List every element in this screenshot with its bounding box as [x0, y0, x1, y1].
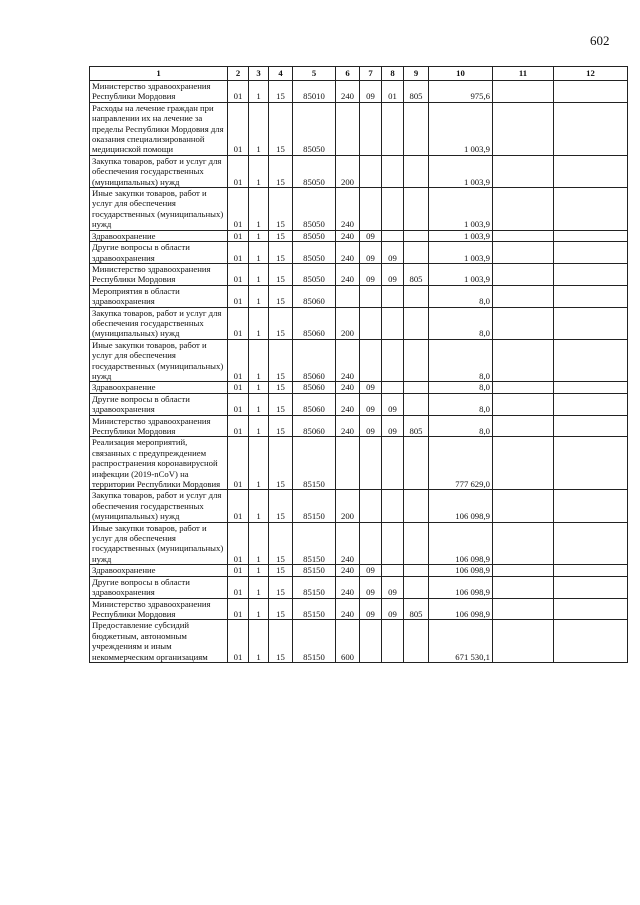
row-name-cell: Другие вопросы в области здравоохранения [90, 576, 228, 598]
code-cell: 15 [269, 437, 293, 490]
row-name-cell: Министерство здравоохранения Республики Мордовия [90, 263, 228, 285]
code-cell: 1 [249, 230, 269, 241]
amount-cell: 671 530,1 [429, 620, 493, 663]
amount-cell: 1 003,9 [429, 263, 493, 285]
code-cell: 09 [360, 598, 382, 620]
code-cell [360, 155, 382, 187]
amount-cell: 1 003,9 [429, 188, 493, 231]
code-cell [404, 382, 429, 393]
amount-cell: 106 098,9 [429, 522, 493, 565]
table-row [90, 437, 628, 490]
code-cell: 01 [228, 522, 249, 565]
empty-cell [493, 188, 554, 231]
code-cell: 85050 [293, 230, 336, 241]
empty-cell [554, 620, 628, 663]
code-cell: 01 [228, 490, 249, 522]
row-name-cell: Другие вопросы в области здравоохранения [90, 242, 228, 264]
amount-cell: 8,0 [429, 307, 493, 339]
empty-cell [554, 242, 628, 264]
code-cell [360, 620, 382, 663]
code-cell: 85150 [293, 522, 336, 565]
code-cell: 805 [404, 598, 429, 620]
table-row [90, 307, 628, 339]
code-cell: 15 [269, 490, 293, 522]
table-row [90, 339, 628, 382]
row-name-cell: Другие вопросы в области здравоохранения [90, 393, 228, 415]
empty-cell [493, 522, 554, 565]
code-cell [360, 188, 382, 231]
code-cell: 09 [360, 382, 382, 393]
code-cell: 240 [336, 393, 360, 415]
empty-cell [554, 307, 628, 339]
code-cell [382, 230, 404, 241]
code-cell: 01 [228, 285, 249, 307]
table-row [90, 285, 628, 307]
empty-cell [554, 522, 628, 565]
code-cell: 01 [382, 81, 404, 103]
code-cell: 85050 [293, 263, 336, 285]
amount-cell: 8,0 [429, 382, 493, 393]
code-cell: 01 [228, 81, 249, 103]
code-cell: 1 [249, 598, 269, 620]
code-cell: 600 [336, 620, 360, 663]
empty-cell [554, 382, 628, 393]
code-cell: 09 [382, 598, 404, 620]
code-cell [404, 102, 429, 155]
code-cell [404, 242, 429, 264]
empty-cell [493, 155, 554, 187]
code-cell [382, 437, 404, 490]
code-cell [382, 285, 404, 307]
amount-cell: 975,6 [429, 81, 493, 103]
code-cell [382, 188, 404, 231]
table-row [90, 242, 628, 264]
code-cell: 1 [249, 490, 269, 522]
row-name-cell: Закупка товаров, работ и услуг для обеспечения государственных (муниципальных) нужд [90, 155, 228, 187]
column-header: 12 [554, 67, 628, 81]
code-cell [360, 285, 382, 307]
code-cell [404, 576, 429, 598]
code-cell: 1 [249, 263, 269, 285]
empty-cell [554, 415, 628, 437]
table-row [90, 415, 628, 437]
row-name-cell: Расходы на лечение граждан при направлении их на лечение за пределы Республики Мордовия для оказания специализированной медицинской помощи [90, 102, 228, 155]
code-cell: 240 [336, 188, 360, 231]
code-cell: 09 [360, 242, 382, 264]
code-cell [404, 522, 429, 565]
code-cell: 1 [249, 382, 269, 393]
code-cell [360, 490, 382, 522]
code-cell [404, 437, 429, 490]
empty-cell [554, 81, 628, 103]
code-cell: 09 [382, 415, 404, 437]
empty-cell [554, 230, 628, 241]
code-cell: 15 [269, 393, 293, 415]
code-cell: 85050 [293, 102, 336, 155]
table-row [90, 490, 628, 522]
table-row [90, 522, 628, 565]
table-row [90, 188, 628, 231]
empty-cell [493, 415, 554, 437]
code-cell: 1 [249, 188, 269, 231]
code-cell: 15 [269, 242, 293, 264]
code-cell: 85060 [293, 393, 336, 415]
empty-cell [493, 339, 554, 382]
code-cell: 01 [228, 382, 249, 393]
code-cell: 1 [249, 437, 269, 490]
column-header: 9 [404, 67, 429, 81]
amount-cell: 1 003,9 [429, 230, 493, 241]
column-header: 8 [382, 67, 404, 81]
code-cell: 85060 [293, 339, 336, 382]
empty-cell [554, 155, 628, 187]
code-cell: 09 [382, 242, 404, 264]
code-cell: 240 [336, 81, 360, 103]
code-cell: 01 [228, 437, 249, 490]
code-cell: 240 [336, 263, 360, 285]
row-name-cell: Министерство здравоохранения Республики Мордовия [90, 598, 228, 620]
code-cell: 1 [249, 285, 269, 307]
code-cell [382, 155, 404, 187]
code-cell: 240 [336, 598, 360, 620]
code-cell: 01 [228, 393, 249, 415]
amount-cell: 106 098,9 [429, 576, 493, 598]
code-cell: 15 [269, 230, 293, 241]
code-cell [404, 188, 429, 231]
empty-cell [554, 598, 628, 620]
code-cell [404, 393, 429, 415]
code-cell [404, 620, 429, 663]
empty-cell [493, 437, 554, 490]
amount-cell: 8,0 [429, 339, 493, 382]
code-cell: 240 [336, 565, 360, 576]
table-row [90, 155, 628, 187]
code-cell: 85150 [293, 576, 336, 598]
code-cell: 805 [404, 81, 429, 103]
column-header: 2 [228, 67, 249, 81]
code-cell: 15 [269, 339, 293, 382]
code-cell: 15 [269, 155, 293, 187]
table-row [90, 382, 628, 393]
empty-cell [493, 598, 554, 620]
code-cell [360, 437, 382, 490]
empty-cell [493, 102, 554, 155]
column-header: 4 [269, 67, 293, 81]
code-cell: 09 [360, 415, 382, 437]
code-cell: 1 [249, 102, 269, 155]
code-cell [382, 102, 404, 155]
code-cell [336, 102, 360, 155]
code-cell [404, 490, 429, 522]
code-cell [382, 522, 404, 565]
code-cell: 15 [269, 307, 293, 339]
amount-cell: 106 098,9 [429, 598, 493, 620]
code-cell [404, 565, 429, 576]
code-cell: 240 [336, 382, 360, 393]
code-cell: 1 [249, 565, 269, 576]
code-cell: 01 [228, 263, 249, 285]
row-name-cell: Иные закупки товаров, работ и услуг для обеспечения государственных (муниципальных) нужд [90, 522, 228, 565]
code-cell: 09 [382, 263, 404, 285]
row-name-cell: Здравоохранение [90, 382, 228, 393]
code-cell: 240 [336, 339, 360, 382]
code-cell: 240 [336, 242, 360, 264]
empty-cell [493, 393, 554, 415]
empty-cell [493, 263, 554, 285]
code-cell: 15 [269, 565, 293, 576]
code-cell [404, 230, 429, 241]
code-cell: 85050 [293, 188, 336, 231]
code-cell: 15 [269, 598, 293, 620]
code-cell: 09 [360, 576, 382, 598]
code-cell: 85150 [293, 620, 336, 663]
column-header: 6 [336, 67, 360, 81]
code-cell: 01 [228, 565, 249, 576]
amount-cell: 777 629,0 [429, 437, 493, 490]
code-cell [360, 102, 382, 155]
code-cell [382, 339, 404, 382]
code-cell [404, 285, 429, 307]
table-row [90, 620, 628, 663]
empty-cell [554, 393, 628, 415]
column-header: 11 [493, 67, 554, 81]
row-name-cell: Закупка товаров, работ и услуг для обеспечения государственных (муниципальных) нужд [90, 307, 228, 339]
empty-cell [554, 102, 628, 155]
code-cell [382, 565, 404, 576]
row-name-cell: Иные закупки товаров, работ и услуг для обеспечения государственных (муниципальных) нужд [90, 188, 228, 231]
empty-cell [554, 339, 628, 382]
budget-table [89, 66, 628, 663]
amount-cell: 1 003,9 [429, 155, 493, 187]
code-cell: 85060 [293, 415, 336, 437]
column-header: 5 [293, 67, 336, 81]
code-cell [404, 307, 429, 339]
code-cell: 15 [269, 285, 293, 307]
code-cell: 85060 [293, 307, 336, 339]
empty-cell [554, 285, 628, 307]
table-row [90, 102, 628, 155]
empty-cell [554, 263, 628, 285]
code-cell: 85060 [293, 285, 336, 307]
code-cell: 85060 [293, 382, 336, 393]
code-cell: 01 [228, 230, 249, 241]
code-cell: 1 [249, 415, 269, 437]
empty-cell [493, 576, 554, 598]
code-cell: 15 [269, 81, 293, 103]
code-cell: 85010 [293, 81, 336, 103]
empty-cell [554, 437, 628, 490]
code-cell: 1 [249, 307, 269, 339]
code-cell: 240 [336, 230, 360, 241]
code-cell: 09 [360, 81, 382, 103]
code-cell [404, 339, 429, 382]
row-name-cell: Здравоохранение [90, 565, 228, 576]
table-row [90, 81, 628, 103]
code-cell: 1 [249, 393, 269, 415]
code-cell: 01 [228, 339, 249, 382]
code-cell [336, 437, 360, 490]
row-name-cell: Закупка товаров, работ и услуг для обеспечения государственных (муниципальных) нужд [90, 490, 228, 522]
code-cell: 01 [228, 102, 249, 155]
empty-cell [554, 565, 628, 576]
empty-cell [493, 230, 554, 241]
empty-cell [554, 490, 628, 522]
table-row [90, 598, 628, 620]
code-cell: 15 [269, 102, 293, 155]
amount-cell: 1 003,9 [429, 102, 493, 155]
code-cell: 09 [382, 576, 404, 598]
column-header: 7 [360, 67, 382, 81]
code-cell: 09 [360, 263, 382, 285]
code-cell: 01 [228, 415, 249, 437]
column-header: 10 [429, 67, 493, 81]
table-row [90, 393, 628, 415]
amount-cell: 106 098,9 [429, 490, 493, 522]
code-cell: 85150 [293, 437, 336, 490]
code-cell [360, 522, 382, 565]
code-cell: 1 [249, 155, 269, 187]
code-cell: 01 [228, 155, 249, 187]
table-header-row [90, 67, 628, 81]
code-cell: 805 [404, 415, 429, 437]
code-cell: 85050 [293, 155, 336, 187]
code-cell: 200 [336, 155, 360, 187]
table-body [90, 81, 628, 663]
code-cell: 200 [336, 490, 360, 522]
empty-cell [493, 81, 554, 103]
code-cell: 09 [382, 393, 404, 415]
code-cell: 15 [269, 576, 293, 598]
code-cell [360, 307, 382, 339]
code-cell [336, 285, 360, 307]
code-cell [382, 490, 404, 522]
empty-cell [493, 382, 554, 393]
column-header: 1 [90, 67, 228, 81]
empty-cell [493, 285, 554, 307]
code-cell: 1 [249, 81, 269, 103]
code-cell: 15 [269, 522, 293, 565]
table-row [90, 565, 628, 576]
code-cell: 1 [249, 339, 269, 382]
code-cell: 15 [269, 382, 293, 393]
code-cell: 09 [360, 230, 382, 241]
code-cell: 01 [228, 188, 249, 231]
code-cell: 01 [228, 620, 249, 663]
code-cell: 240 [336, 522, 360, 565]
amount-cell: 1 003,9 [429, 242, 493, 264]
code-cell: 85150 [293, 598, 336, 620]
code-cell: 200 [336, 307, 360, 339]
code-cell: 1 [249, 522, 269, 565]
amount-cell: 8,0 [429, 285, 493, 307]
code-cell [382, 307, 404, 339]
code-cell: 15 [269, 415, 293, 437]
empty-cell [493, 490, 554, 522]
row-name-cell: Реализация мероприятий, связанных с предупреждением распространения коронавирусной инфекции (2019-nCoV) на территории Республики Мордовия [90, 437, 228, 490]
row-name-cell: Здравоохранение [90, 230, 228, 241]
code-cell: 15 [269, 620, 293, 663]
code-cell: 09 [360, 393, 382, 415]
amount-cell: 106 098,9 [429, 565, 493, 576]
empty-cell [493, 242, 554, 264]
row-name-cell: Министерство здравоохранения Республики Мордовия [90, 81, 228, 103]
code-cell [382, 620, 404, 663]
code-cell [404, 155, 429, 187]
empty-cell [493, 620, 554, 663]
column-header: 3 [249, 67, 269, 81]
table-row [90, 263, 628, 285]
code-cell: 805 [404, 263, 429, 285]
row-name-cell: Иные закупки товаров, работ и услуг для обеспечения государственных (муниципальных) нужд [90, 339, 228, 382]
code-cell: 240 [336, 415, 360, 437]
empty-cell [554, 188, 628, 231]
code-cell: 1 [249, 620, 269, 663]
code-cell: 85150 [293, 490, 336, 522]
code-cell: 1 [249, 242, 269, 264]
code-cell [360, 339, 382, 382]
code-cell: 01 [228, 576, 249, 598]
empty-cell [493, 565, 554, 576]
table-row [90, 230, 628, 241]
code-cell: 01 [228, 307, 249, 339]
row-name-cell: Предоставление субсидий бюджетным, автономным учреждениям и иным некоммерческим организациям [90, 620, 228, 663]
code-cell: 85050 [293, 242, 336, 264]
code-cell: 09 [360, 565, 382, 576]
code-cell: 01 [228, 598, 249, 620]
row-name-cell: Министерство здравоохранения Республики Мордовия [90, 415, 228, 437]
code-cell: 01 [228, 242, 249, 264]
code-cell [382, 382, 404, 393]
code-cell: 15 [269, 188, 293, 231]
code-cell: 15 [269, 263, 293, 285]
page-number: 602 [590, 33, 610, 48]
amount-cell: 8,0 [429, 415, 493, 437]
row-name-cell: Мероприятия в области здравоохранения [90, 285, 228, 307]
code-cell: 240 [336, 576, 360, 598]
table-row [90, 576, 628, 598]
code-cell: 85150 [293, 565, 336, 576]
amount-cell: 8,0 [429, 393, 493, 415]
empty-cell [493, 307, 554, 339]
code-cell: 1 [249, 576, 269, 598]
empty-cell [554, 576, 628, 598]
